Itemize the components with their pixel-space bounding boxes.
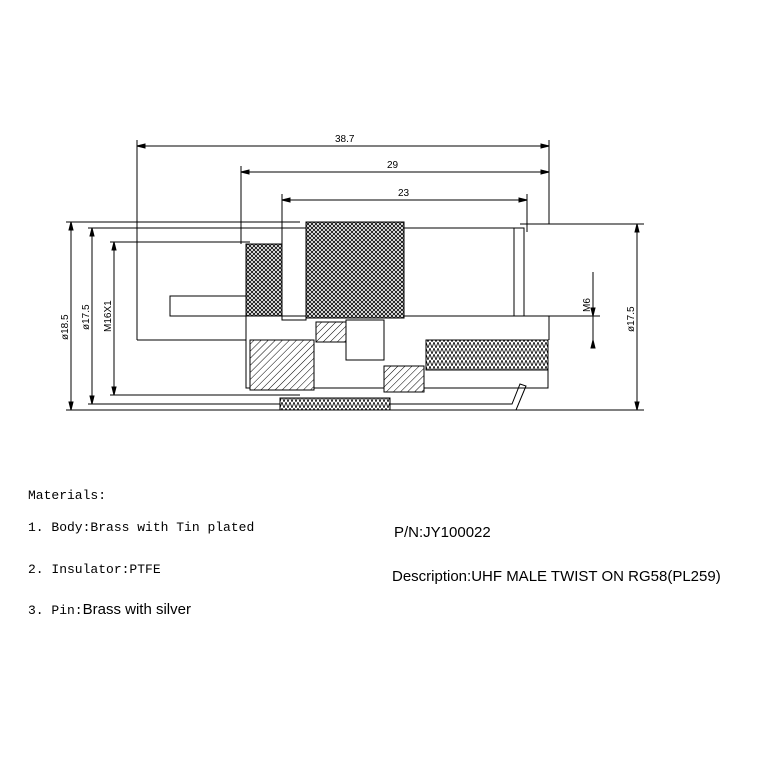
connector-body [137, 222, 549, 410]
part-description: Description:UHF MALE TWIST ON RG58(PL259) [392, 568, 721, 585]
material-text: Brass with Tin plated [90, 520, 255, 535]
dim-right-diameter-label: ø17.5 [626, 306, 637, 332]
material-item-insulator [28, 562, 161, 577]
material-item-pin [28, 601, 191, 618]
dim-body-length-label: 29 [387, 160, 399, 171]
material-text: PTFE [129, 562, 161, 577]
material-prefix: 1. Body: [28, 520, 91, 535]
material-text: Brass with silver [82, 601, 191, 618]
dim-pin-thread-label: M6 [582, 298, 593, 312]
part-number: P/N:JY100022 [394, 524, 491, 541]
material-prefix: 2. Insulator: [28, 562, 130, 577]
material-item-body [28, 520, 254, 535]
material-prefix: 3. Pin: [28, 603, 83, 618]
dim-overall-length-label: 38.7 [335, 134, 355, 145]
dim-thread-label: M16X1 [103, 300, 114, 332]
dim-inner-diameter-label: ø17.5 [81, 304, 92, 330]
dim-nut-length-label: 23 [398, 188, 410, 199]
dim-outer-diameter-label: ø18.5 [60, 314, 71, 340]
materials-heading: Materials: [28, 488, 107, 503]
